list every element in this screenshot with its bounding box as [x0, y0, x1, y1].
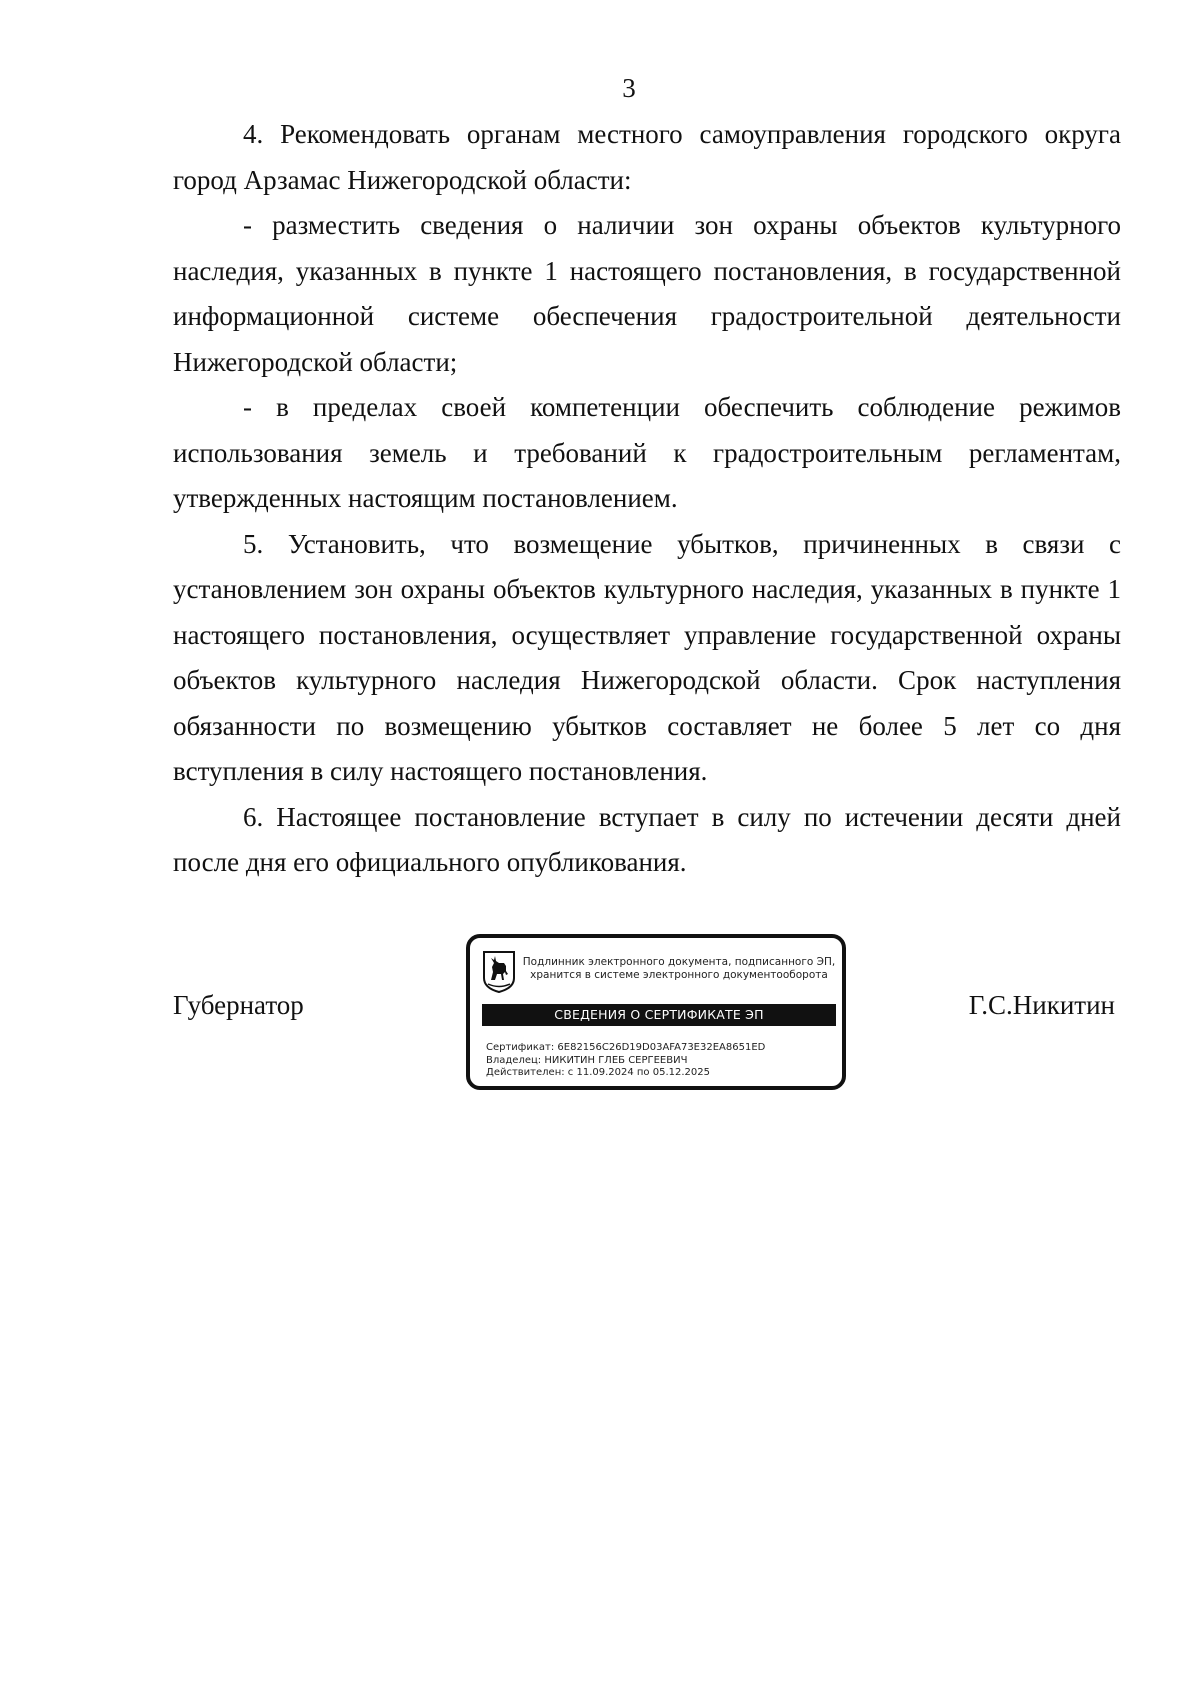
paragraph-4-item-1: - разместить сведения о наличии зон охраны объектов культурного наследия, указанных в пункте 1 настоящего постановления, в государственной информационной системе обеспечения градостроительной деятельности Нижегородской области;: [173, 210, 1121, 377]
stamp-header-line: хранится в системе электронного документооборота: [530, 969, 828, 981]
signatory-position: Губернатор: [173, 990, 304, 1020]
stamp-certificate-details: [486, 1042, 836, 1080]
stamp-header: [520, 956, 838, 982]
paragraph-5: 5. Установить, что возмещение убытков, причиненных в связи с установлением зон охраны объектов культурного наследия, указанных в пункте 1 настоящего постановления, осуществляет управление государственной охраны объектов культурного наследия Нижегородской области. Срок наступления обязанности по возмещению убытков составляет не более 5 лет со дня вступления в силу настоящего постановления.: [173, 528, 1121, 786]
deer-coat-of-arms-icon: [482, 950, 516, 994]
electronic-signature-stamp: [466, 934, 846, 1090]
stamp-banner: СВЕДЕНИЯ О СЕРТИФИКАТЕ ЭП: [482, 1004, 836, 1026]
paragraph-4: 4. Рекомендовать органам местного самоуправления городского округа город Арзамас Нижегородской области:: [173, 119, 1121, 195]
certificate-owner: Владелец: НИКИТИН ГЛЕБ СЕРГЕЕВИЧ: [486, 1054, 688, 1066]
certificate-number: Сертификат: 6E82156C26D19D03AFA73E32EA8651ED: [486, 1042, 766, 1053]
paragraph-6: 6. Настоящее постановление вступает в силу по истечении десяти дней после дня его официального опубликования.: [173, 801, 1121, 877]
paragraph-4-item-2: - в пределах своей компетенции обеспечить соблюдение режимов использования земель и требований к градостроительным регламентам, утвержденных настоящим постановлением.: [173, 392, 1121, 513]
page-number: 3: [622, 73, 636, 103]
stamp-header-line: Подлинник электронного документа, подписанного ЭП,: [522, 956, 836, 968]
signatory-name: Г.С.Никитин: [968, 990, 1115, 1020]
document-body: [173, 112, 1121, 886]
certificate-validity: Действителен: с 11.09.2024 по 05.12.2025: [486, 1067, 710, 1078]
